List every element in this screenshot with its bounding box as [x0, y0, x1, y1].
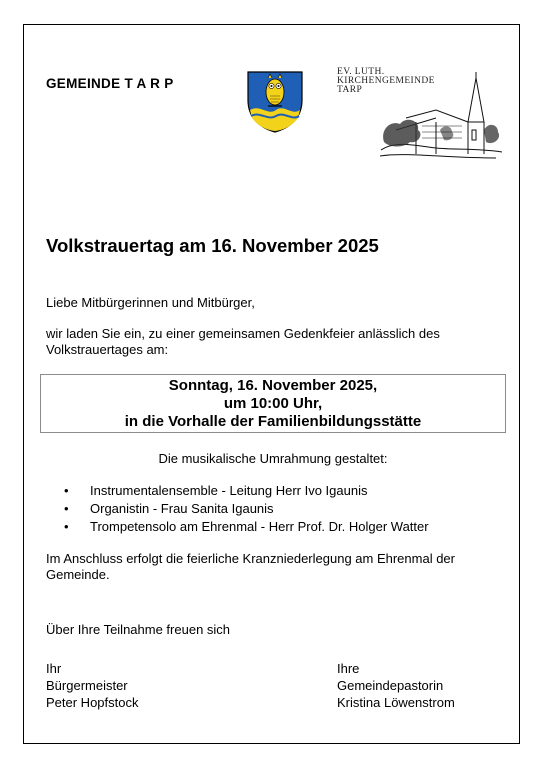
performer-list — [60, 482, 429, 536]
municipality-name: GEMEINDE T A R P — [46, 76, 174, 91]
music-intro: Die musikalische Umrahmung gestaltet: — [158, 451, 388, 466]
event-date: Sonntag, 16. November 2025, — [168, 377, 378, 394]
event-details-box — [40, 374, 506, 433]
list-item: • Trompetensolo am Ehrenmal - Herr Prof. Dr. Holger Watter — [60, 518, 429, 536]
list-item: • Organistin - Frau Sanita Igaunis — [60, 500, 429, 518]
closing-text: Im Anschluss erfolgt die feierliche Kranzniederlegung am Ehrenmal der Gemeinde. — [46, 551, 455, 582]
signature-pastor: Ihre Gemeindepastorin Kristina Löwenstrom — [337, 661, 455, 710]
event-time: um 10:00 Uhr, — [223, 395, 323, 412]
signature-mayor: Ihr Bürgermeister Peter Hopfstock — [46, 661, 139, 710]
thanks-text: Über Ihre Teilnahme freuen sich — [46, 622, 231, 637]
church-drawing-icon — [376, 70, 504, 162]
event-location: in die Vorhalle der Familienbildungsstätte — [124, 413, 422, 430]
greeting: Liebe Mitbürgerinnen und Mitbürger, — [46, 295, 255, 310]
page-title: Volkstrauertag am 16. November 2025 — [46, 235, 379, 256]
municipality-crest-icon — [246, 70, 304, 134]
list-item: • Instrumentalensemble - Leitung Herr Ivo Igaunis — [60, 482, 429, 500]
invitation-text: wir laden Sie ein, zu einer gemeinsamen Gedenkfeier anlässlich des Volkstrauertages am: — [46, 326, 440, 357]
parish-name: EV. LUTH. KIRCHENGEMEINDE TARP — [337, 67, 435, 95]
